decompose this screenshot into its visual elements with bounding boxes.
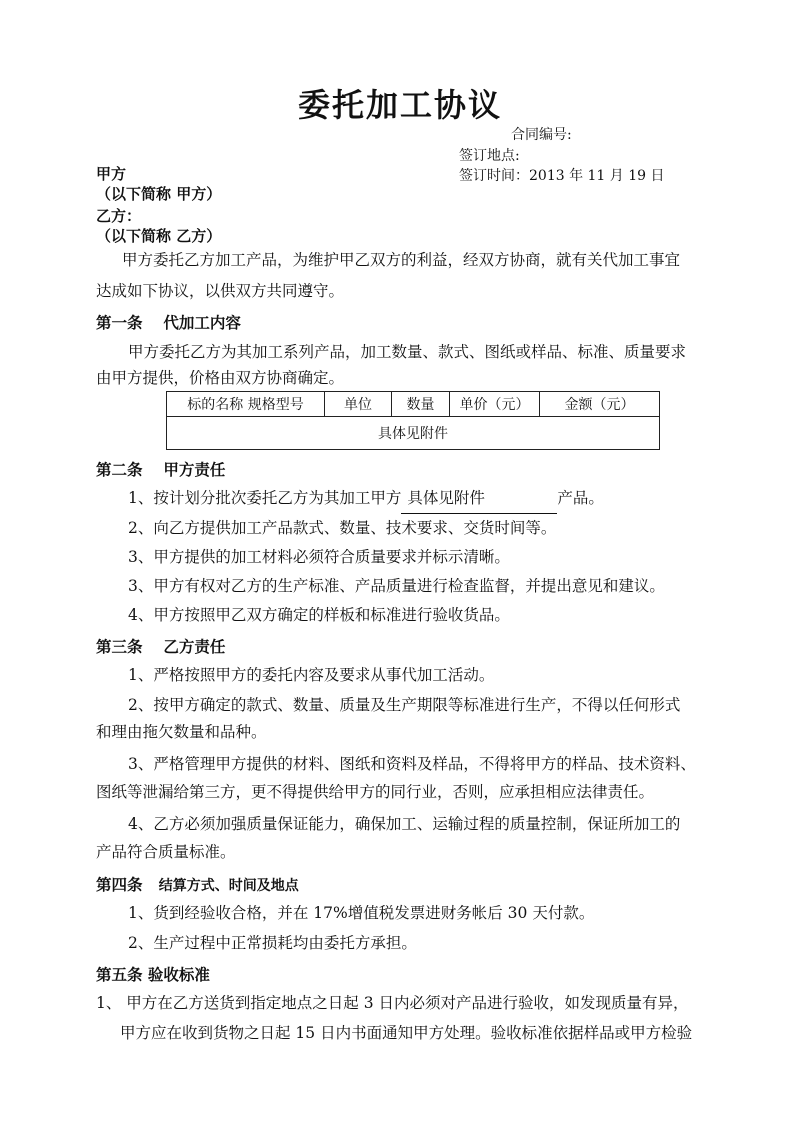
sign-time-label: 签订时间：2013 年 11 月 19 日: [459, 168, 665, 184]
article-4-number: 第四条: [96, 875, 143, 894]
intro-paragraph-line1: 甲方委托乙方加工产品，为维护甲乙双方的利益，经双方协商，就有关代加工事宜: [122, 251, 681, 269]
product-spec-table: [166, 391, 660, 450]
article-3-item-2-line2: 和理由拖欠数量和品种。: [96, 723, 267, 741]
article-3-item-1: 1、严格按照甲方的委托内容及要求从事代加工活动。: [128, 666, 495, 684]
article-4-item-1: 1、货到经验收合格，并在 17%增值税发票进财务帐后 30 天付款。: [128, 904, 595, 922]
article-4-item-2: 2、生产过程中正常损耗均由委托方承担。: [128, 934, 417, 952]
article-5-item-1-line2: 甲方应在收到货物之日起 15 日内书面通知甲方处理。验收标准依据样品或甲方检验: [120, 1024, 693, 1042]
article-2-item-5: 4、甲方按照甲乙双方确定的样板和标准进行验收货品。: [128, 606, 510, 624]
article-3-item-4-line1: 4、乙方必须加强质量保证能力，确保加工、运输过程的质量控制，保证所加工的: [128, 815, 681, 833]
article-5-item-1-line1: 1、 甲方在乙方送货到指定地点之日起 3 日内必须对产品进行验收，如发现质量有异，: [96, 994, 689, 1012]
fill-in-blank: 具体见附件: [401, 484, 557, 514]
table-header-cell: 标的名称 规格型号: [167, 392, 325, 417]
table-row: [167, 417, 660, 450]
table-header-cell: 金额（元）: [540, 392, 660, 417]
document-title: 委托加工协议: [297, 86, 502, 124]
table-header-cell: 单价（元）: [450, 392, 540, 417]
article-1-line1: 甲方委托乙方为其加工系列产品，加工数量、款式、图纸或样品、标准、质量要求: [128, 343, 687, 361]
table-body-cell: 具体见附件: [167, 417, 660, 450]
intro-paragraph-line2: 达成如下协议，以供双方共同遵守。: [96, 282, 345, 300]
party-a-label: 甲方: [96, 165, 127, 183]
article-3-item-4-line2: 产品符合质量标准。: [96, 843, 236, 861]
article-1-line2: 由甲方提供，价格由双方协商确定。: [96, 369, 345, 387]
article-1-heading: 第一条 代加工内容: [96, 313, 241, 332]
sign-place-label: 签订地点:: [459, 148, 520, 164]
contract-number-label: 合同编号:: [511, 127, 572, 143]
table-header-row: [167, 392, 660, 417]
article-2-item-3: 3、甲方提供的加工材料必须符合质量要求并标示清晰。: [128, 548, 510, 566]
article-2-item-1-suffix: 产品。: [557, 489, 604, 507]
article-2-item-4: 3、甲方有权对乙方的生产标准、产品质量进行检查监督，并提出意见和建议。: [128, 577, 665, 595]
article-2-item-1-text: 1、按计划分批次委托乙方为其加工甲方: [128, 489, 402, 507]
party-b-label: 乙方：: [96, 207, 142, 225]
article-2-item-1: [128, 484, 604, 514]
party-b-abbreviation: （以下简称 乙方）: [96, 227, 222, 245]
party-a-abbreviation: （以下简称 甲方）: [96, 185, 222, 203]
article-3-item-2-line1: 2、按甲方确定的款式、数量、质量及生产期限等标准进行生产，不得以任何形式: [128, 696, 681, 714]
article-3-heading: 第三条 乙方责任: [96, 637, 226, 656]
article-4-heading: [96, 873, 299, 895]
article-5-heading: 第五条 验收标准: [96, 965, 210, 984]
article-4-title: 结算方式、时间及地点: [158, 878, 299, 894]
article-2-item-2: 2、向乙方提供加工产品款式、数量、技术要求、交货时间等。: [128, 519, 557, 537]
article-3-item-3-line1: 3、严格管理甲方提供的材料、图纸和资料及样品，不得将甲方的样品、技术资料、: [128, 755, 696, 773]
article-3-item-3-line2: 图纸等泄漏给第三方，更不得提供给甲方的同行业，否则，应承担相应法律责任。: [96, 783, 655, 801]
article-2-heading: 第二条 甲方责任: [96, 460, 226, 479]
table-header-cell: 数量: [392, 392, 450, 417]
table-header-cell: 单位: [325, 392, 392, 417]
